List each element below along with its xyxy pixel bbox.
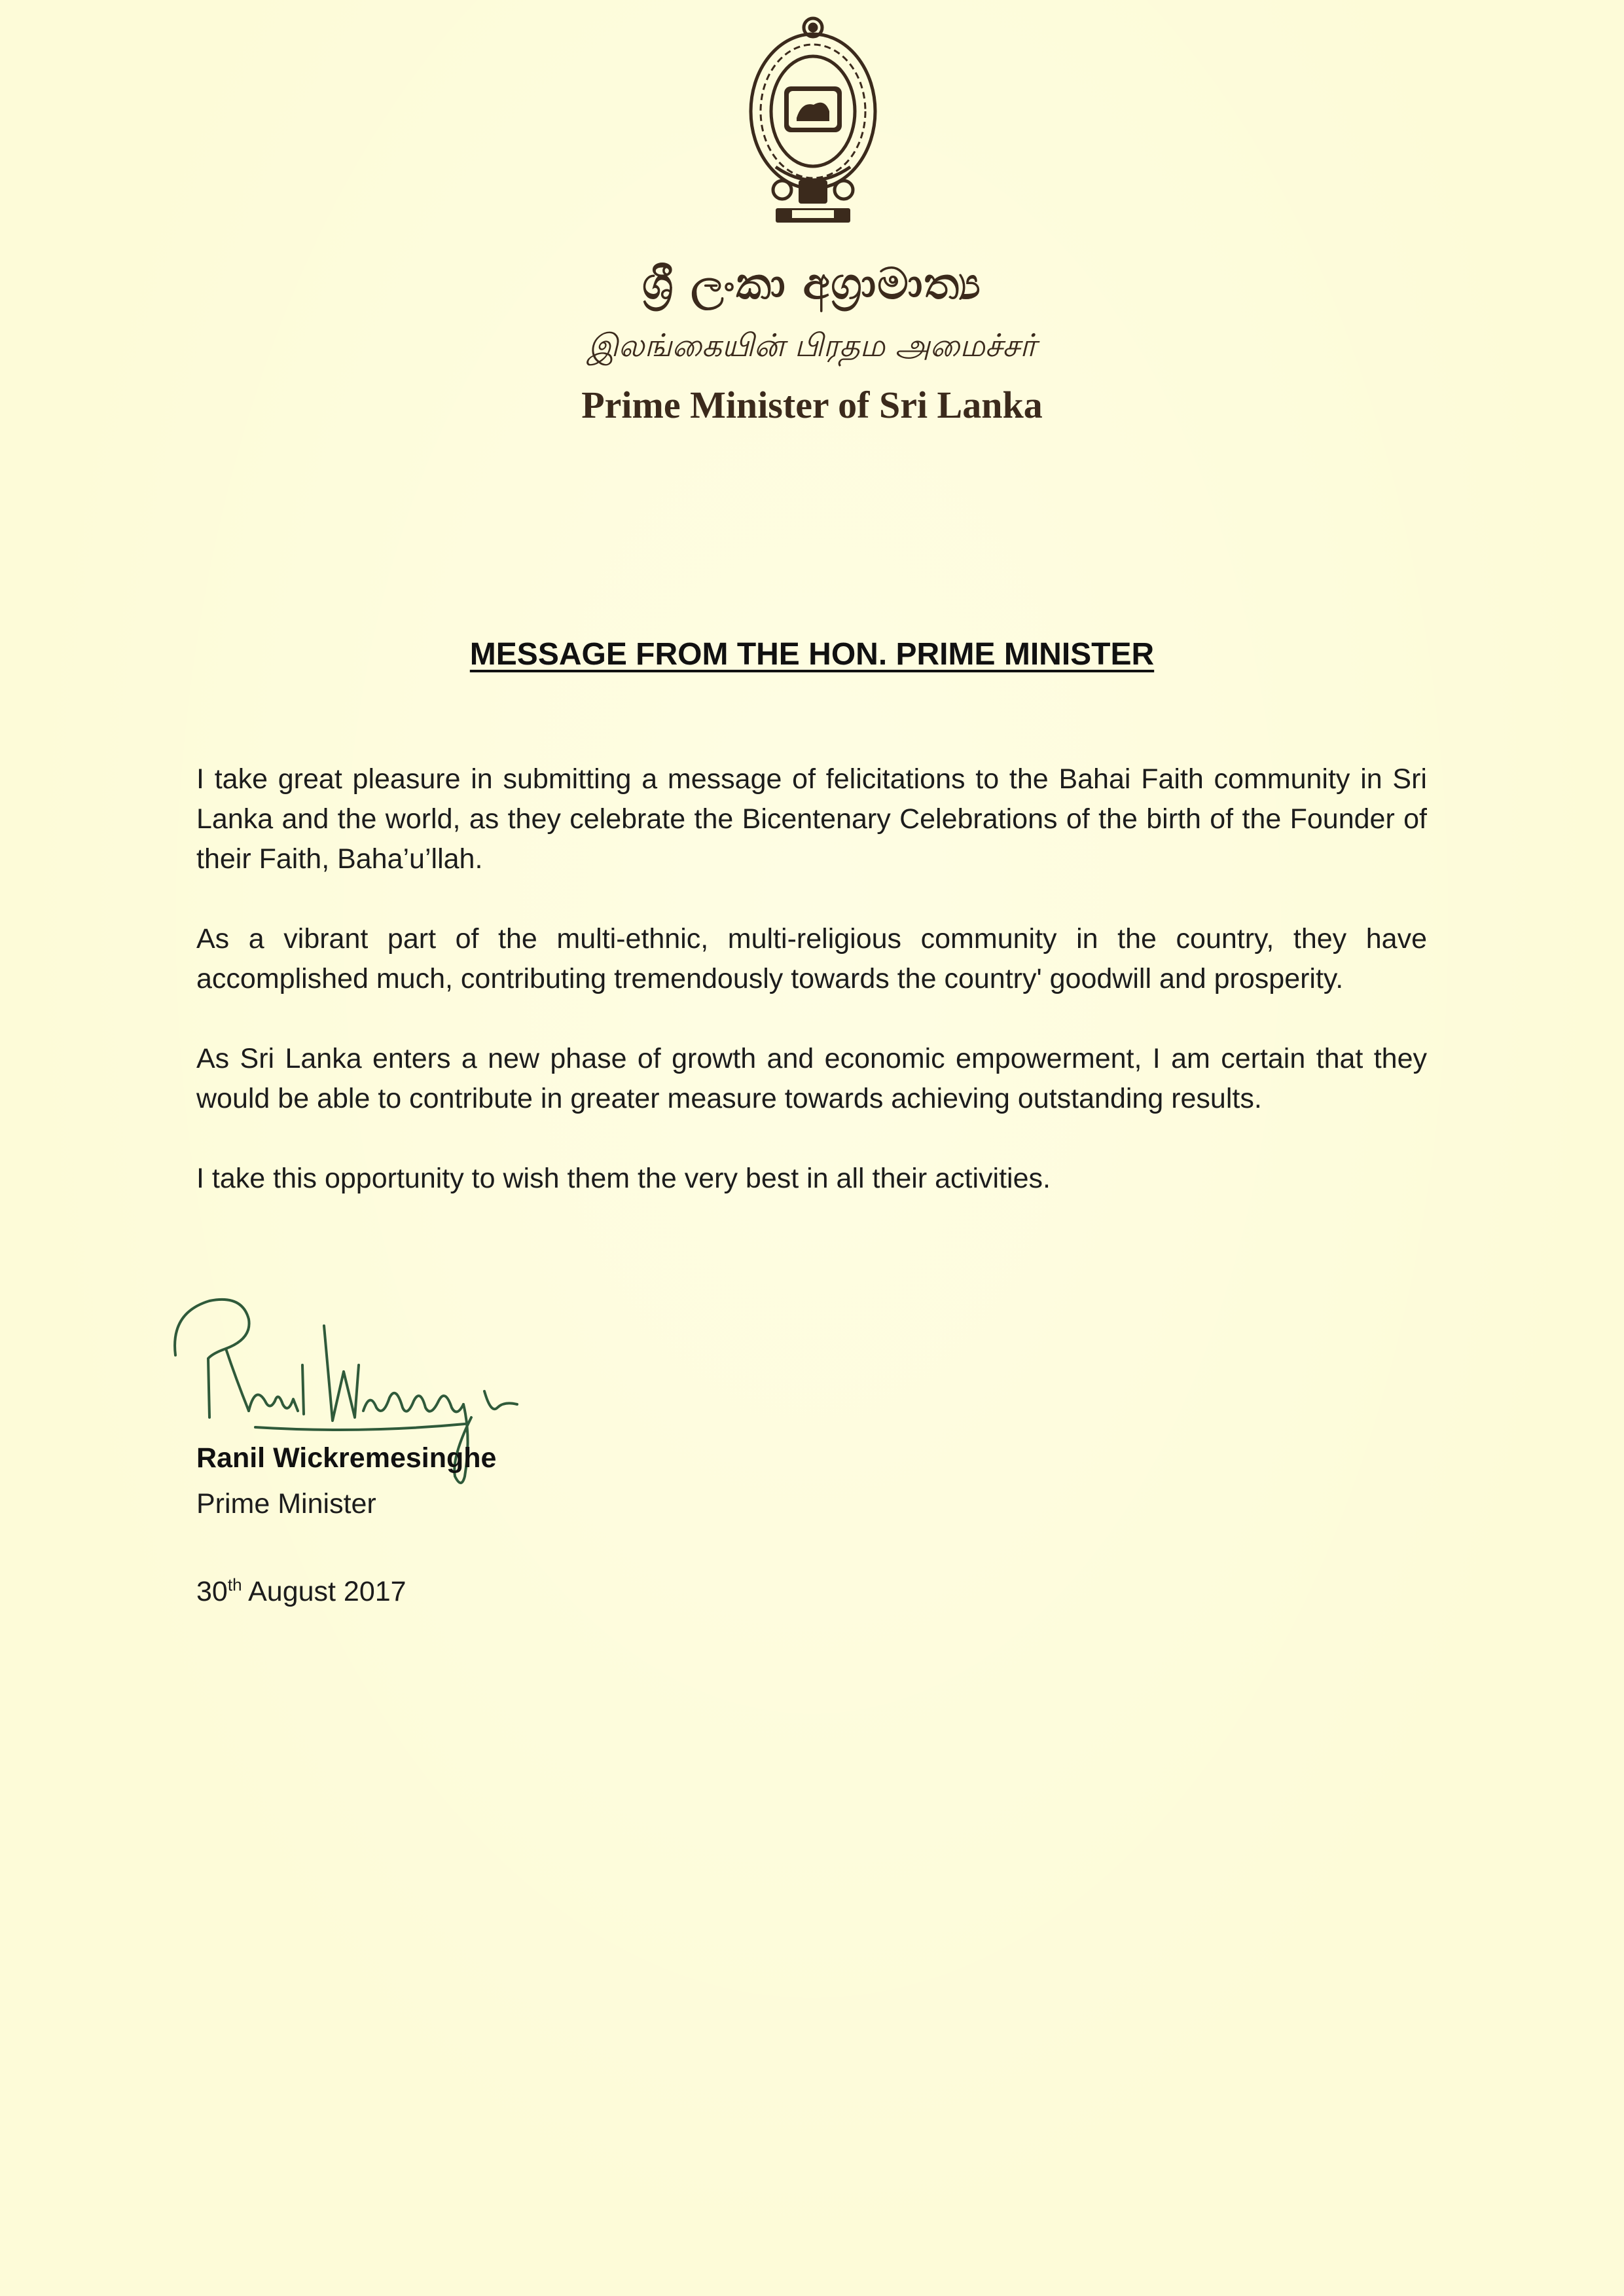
date-day: 30 <box>196 1576 228 1607</box>
date-ordinal-suffix: th <box>227 1575 242 1595</box>
sri-lanka-emblem-icon <box>736 13 890 229</box>
letterhead-sinhala-title: ශ්‍රී ලංකා අග්‍රාමාත්‍ය <box>642 259 982 309</box>
letterhead-english-title: Prime Minister of Sri Lanka <box>581 384 1043 426</box>
letter-heading: MESSAGE FROM THE HON. PRIME MINISTER <box>469 637 1155 672</box>
letter-paragraph: As a vibrant part of the multi-ethnic, multi-religious community in the country, they have accomplished much, contributing tremendously towards the country' goodwill and prosperity. <box>196 923 1427 994</box>
date-month-year: August 2017 <box>242 1576 406 1607</box>
letter-paragraph: As Sri Lanka enters a new phase of growth and economic empowerment, I am certain that they would be able to contribute in greater measure towards achieving outstanding results. <box>196 1043 1427 1114</box>
letter-paragraph: I take great pleasure in submitting a message of felicitations to the Bahai Faith community in Sri Lanka and the world, as they celebrate the Bicentenary Celebrations of the birth of the Founder of their Faith, Baha’u’llah. <box>196 763 1427 875</box>
signer-name: Ranil Wickremesinghe <box>196 1442 497 1474</box>
letter-date <box>196 1576 406 1608</box>
letterhead-tamil-title: இலங்கையின் பிரதம அமைச்சர் <box>587 327 1037 364</box>
signer-title: Prime Minister <box>196 1488 376 1520</box>
letter-body <box>196 759 1427 1239</box>
letter-paragraph: I take this opportunity to wish them the very best in all their activities. <box>196 1163 1051 1194</box>
